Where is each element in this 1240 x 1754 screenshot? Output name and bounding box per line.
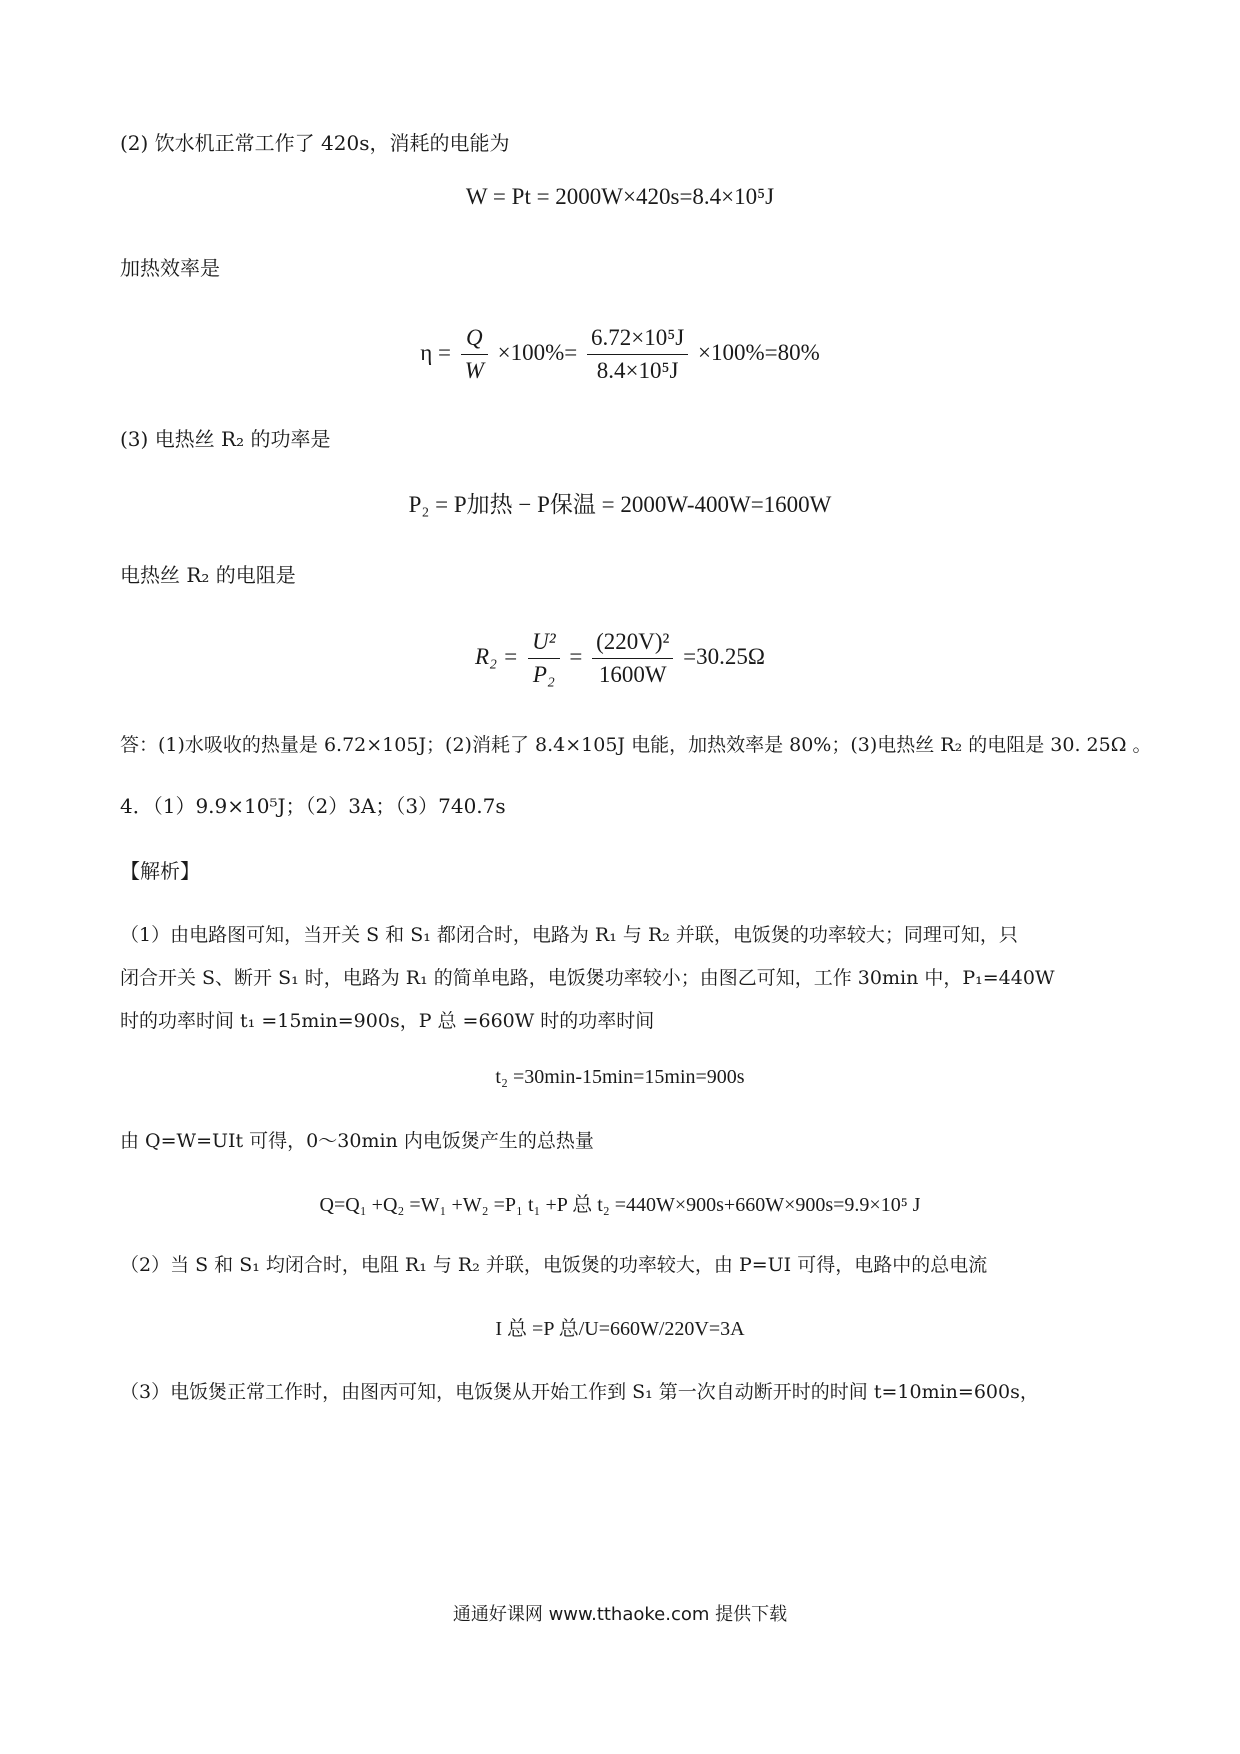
analysis-3-line: （3）电饭煲正常工作时，由图丙可知，电饭煲从开始工作到 S₁ 第一次自动断开时的时间 t=10min=600s，	[120, 1381, 1039, 1403]
heat-intro: 由 Q=W=UIt 可得，0～30min 内电饭煲产生的总热量	[120, 1130, 594, 1152]
equation-t2: t₂ =30min-15min=15min=900s	[495, 1066, 745, 1088]
analysis-heading: 【解析】	[120, 859, 200, 883]
equation-work: W = Pt = 2000W×420s=8.4×10⁵J	[465, 184, 775, 209]
question-4-line: 4．（1）9.9×10⁵J；（2）3A；（3）740.7s	[120, 794, 506, 818]
analysis-1-line-1: （1）由电路图可知，当开关 S 和 S₁ 都闭合时，电路为 R₁ 与 R₂ 并联，电饭煲的功率较大；同理可知，只	[120, 924, 1018, 946]
analysis-2-line: （2）当 S 和 S₁ 均闭合时，电阻 R₁ 与 R₂ 并联，电饭煲的功率较大，由 P=UI 可得，电路中的总电流	[120, 1254, 988, 1276]
fraction-denominator: 1600W	[598, 662, 667, 687]
fraction-denominator: W	[464, 358, 484, 383]
fraction-numerator: 6.72×10⁵J	[587, 322, 688, 355]
eta-mid: ×100%=	[497, 339, 578, 365]
fraction-energy	[587, 322, 688, 387]
equation-current: I 总 =P 总/U=660W/220V=3A	[495, 1318, 745, 1340]
eta-lhs: η =	[420, 339, 451, 365]
page-footer: 通通好课网 www.tthaoke.com 提供下载	[452, 1604, 788, 1625]
r2-rhs: =30.25Ω	[683, 643, 765, 669]
fraction-denominator: 8.4×10⁵J	[596, 358, 679, 383]
fraction-u2-over-p2	[528, 626, 560, 691]
fraction-q-over-w	[461, 322, 488, 387]
analysis-1-line-3: 时的功率时间 t₁ =15min=900s，P 总 =660W 时的功率时间	[120, 1010, 655, 1032]
fraction-numerator: Q	[461, 322, 488, 355]
analysis-1-line-2: 闭合开关 S、断开 S₁ 时，电路为 R₁ 的简单电路，电饭煲功率较小；由图乙可知，工作 30min 中，P₁=440W	[120, 967, 1055, 989]
fraction-denominator: P₂	[532, 662, 555, 687]
fraction-numerator: U²	[528, 626, 560, 659]
p3-intro: (3) 电热丝 R₂ 的功率是	[120, 427, 331, 451]
r2-lhs: R₂ =	[475, 643, 519, 669]
equation-power-r2: P₂ = P加热 − P保温 = 2000W-400W=1600W	[408, 492, 832, 517]
r2-eq: =	[569, 643, 583, 669]
equation-resistance-r2	[0, 626, 1240, 691]
eta-rhs: ×100%=80%	[697, 339, 820, 365]
answer-line: 答：(1)水吸收的热量是 6.72×105J；(2)消耗了 8.4×105J 电能，加热效率是 80%；(3)电热丝 R₂ 的电阻是 30. 25Ω 。	[120, 734, 1152, 756]
efficiency-label: 加热效率是	[120, 256, 220, 280]
resistance-label: 电热丝 R₂ 的电阻是	[120, 563, 296, 587]
fraction-voltage-power	[592, 626, 673, 691]
equation-total-heat: Q=Q₁ +Q₂ =W₁ +W₂ =P₁ t₁ +P 总 t₂ =440W×900s+660W×900s=9.9×10⁵ J	[319, 1194, 921, 1216]
p2-intro: (2) 饮水机正常工作了 420s，消耗的电能为	[120, 131, 510, 155]
fraction-numerator: (220V)²	[592, 626, 673, 659]
equation-efficiency	[0, 322, 1240, 387]
